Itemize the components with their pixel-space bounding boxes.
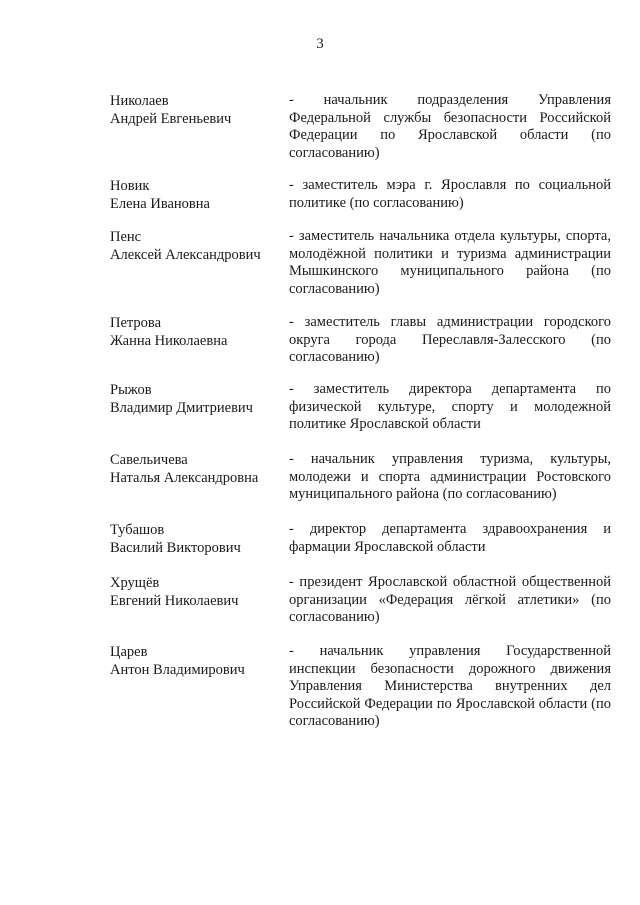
person-role: - заместитель главы администрации городского округа города Переславля-Залесского (по согласованию) (289, 314, 611, 366)
given-names: Владимир Дмитриевич (110, 400, 253, 416)
person-role: - начальник управления туризма, культуры, молодежи и спорта администрации Ростовского муниципального района (по согласованию) (289, 451, 611, 503)
surname: Петрова (110, 315, 162, 331)
person-name (110, 228, 285, 264)
given-names: Андрей Евгеньевич (110, 111, 232, 127)
surname: Хрущёв (110, 575, 160, 591)
person-name (110, 574, 285, 610)
surname: Пенс (110, 229, 142, 245)
person-name (110, 643, 285, 679)
surname: Николаев (110, 93, 169, 109)
page-number: 3 (316, 36, 324, 52)
given-names: Жанна Николаевна (110, 333, 228, 349)
person-role: - директор департамента здравоохранения и фармации Ярославской области (289, 521, 611, 555)
given-names: Алексей Александрович (110, 247, 261, 263)
person-role: - президент Ярославской областной общественной организации «Федерация лёгкой атлетики» (по согласованию) (289, 574, 611, 626)
person-role: - заместитель начальника отдела культуры, спорта, молодёжной политики и туризма администрации Мышкинского муниципального района (по согласованию) (289, 228, 611, 297)
surname: Рыжов (110, 382, 152, 398)
person-role: - заместитель мэра г. Ярославля по социальной политике (по согласованию) (289, 177, 611, 211)
surname: Савельичева (110, 452, 188, 468)
given-names: Евгений Николаевич (110, 593, 239, 609)
person-name (110, 451, 285, 487)
person-name (110, 381, 285, 417)
person-name (110, 521, 285, 557)
given-names: Наталья Александровна (110, 470, 259, 486)
person-role: - начальник подразделения Управления Федеральной службы безопасности Российской Федерации по Ярославской области (по согласованию) (289, 92, 611, 161)
given-names: Антон Владимирович (110, 662, 245, 678)
person-role: - начальник управления Государственной инспекции безопасности дорожного движения Управления Министерства внутренних дел Российской Федерации по Ярославской области (по согласованию) (289, 643, 611, 730)
given-names: Елена Ивановна (110, 196, 210, 212)
person-name (110, 314, 285, 350)
person-name (110, 177, 285, 213)
surname: Новик (110, 178, 150, 194)
given-names: Василий Викторович (110, 540, 241, 556)
surname: Царев (110, 644, 148, 660)
person-name (110, 92, 285, 128)
surname: Тубашов (110, 522, 165, 538)
person-role: - заместитель директора департамента по физической культуре, спорту и молодежной политике Ярославской области (289, 381, 611, 433)
